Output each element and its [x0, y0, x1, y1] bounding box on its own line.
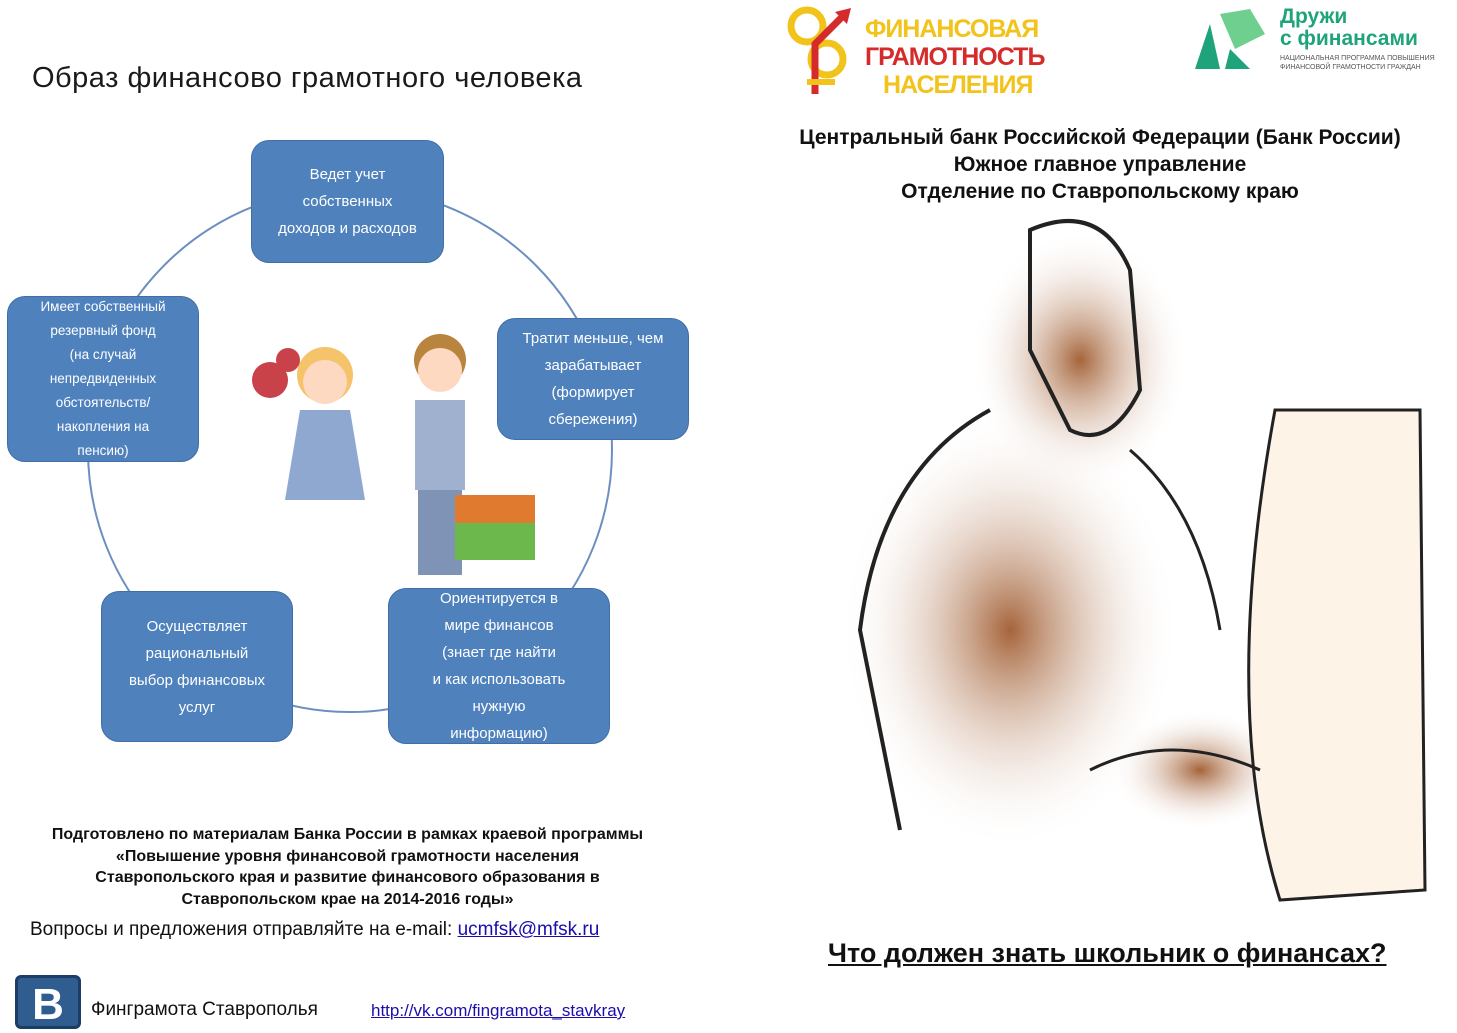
- quality-line: Осуществляет: [146, 617, 248, 635]
- contact-line: [30, 919, 599, 941]
- financial-literacy-logo: [785, 4, 1045, 99]
- prepared-line: «Повышение уровня финансовой грамотности населения: [115, 847, 580, 865]
- prepared-line: Ставропольском крае на 2014-2016 годы»: [181, 890, 514, 908]
- quality-line: рациональный: [145, 644, 249, 662]
- vk-group-name: Финграмота Ставрополья: [91, 999, 318, 1020]
- org-line: Южное главное управление: [953, 153, 1247, 176]
- quality-box-5: [7, 296, 199, 462]
- prepared-line: Подготовлено по материалам Банка России в рамках краевой программы: [51, 826, 644, 843]
- quality-line: информацию): [450, 725, 548, 742]
- quality-line: Ведет учет: [309, 166, 386, 183]
- quality-line: (знает где найти: [442, 644, 556, 661]
- quality-line: Тратит меньше, чем: [522, 330, 664, 347]
- quality-line: доходов и расходов: [278, 220, 417, 237]
- quality-line: зарабатывает: [544, 357, 642, 374]
- organization-header: [770, 124, 1430, 205]
- friends-with-finance-logo: [1190, 4, 1450, 74]
- vk-logo-icon: B: [15, 975, 81, 1029]
- quality-box-2: [497, 318, 689, 440]
- org-line: Отделение по Ставропольскому краю: [901, 180, 1299, 203]
- quality-line: резервный фонд: [50, 323, 156, 338]
- prepared-line: Ставропольского края и развитие финансового образования в: [95, 869, 600, 886]
- man-at-computer-illustration: [840, 210, 1440, 930]
- kids-illustration: [252, 334, 535, 575]
- quality-box-1: [251, 140, 444, 263]
- quality-line: Имеет собственный: [40, 299, 166, 314]
- brochure-question-title: Что должен знать школьник о финансах?: [828, 938, 1387, 968]
- logo-title: с финансами: [1280, 27, 1418, 50]
- quality-line: пенсию): [77, 443, 129, 458]
- logo-text: ФИНАНСОВАЯ: [865, 15, 1039, 43]
- quality-box-4: [101, 591, 293, 742]
- logo-title: Дружи: [1280, 5, 1348, 28]
- quality-line: собственных: [302, 193, 393, 210]
- quality-line: накопления на: [56, 419, 150, 434]
- quality-line: Ориентируется в: [439, 590, 559, 607]
- logo-symbol-icon: [785, 4, 865, 96]
- org-line: Центральный банк Российской Федерации (Банк России): [799, 126, 1401, 149]
- logo-subtitle: ФИНАНСОВОЙ ГРАМОТНОСТИ ГРАЖДАН: [1280, 64, 1421, 71]
- vk-link[interactable]: http://vk.com/fingramota_stavkray: [371, 1001, 626, 1020]
- contact-text: Вопросы и предложения отправляйте на e-mail:: [30, 919, 458, 940]
- quality-line: и как использовать: [432, 671, 566, 688]
- quality-line: (на случай: [69, 347, 137, 362]
- quality-line: услуг: [178, 698, 216, 716]
- quality-box-3: [388, 588, 610, 744]
- origami-dog-icon: [1190, 4, 1270, 74]
- quality-line: мире финансов: [444, 617, 554, 634]
- logo-text: НАСЕЛЕНИЯ: [883, 71, 1033, 99]
- logo-subtitle: НАЦИОНАЛЬНАЯ ПРОГРАММА ПОВЫШЕНИЯ: [1280, 55, 1435, 62]
- quality-line: нужную: [472, 698, 526, 715]
- prepared-note: [0, 824, 695, 910]
- page-title: Образ финансово грамотного человека: [32, 62, 583, 94]
- quality-line: обстоятельств/: [55, 395, 151, 410]
- quality-line: сбережения): [548, 411, 638, 428]
- email-link[interactable]: ucmfsk@mfsk.ru: [457, 919, 600, 940]
- quality-line: непредвиденных: [49, 371, 157, 386]
- quality-line: (формирует: [551, 384, 635, 401]
- quality-line: выбор финансовых: [128, 671, 266, 689]
- logo-text: ГРАМОТНОСТЬ: [865, 43, 1045, 71]
